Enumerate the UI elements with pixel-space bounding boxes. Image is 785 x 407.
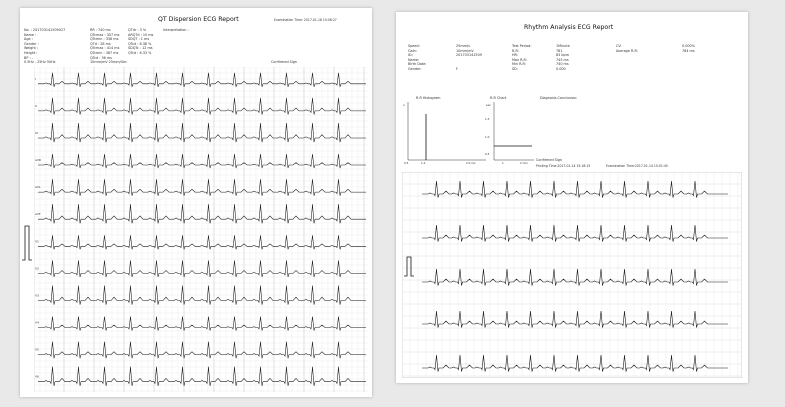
rr-chart-title: R-R Chart [490,96,507,100]
qt-interval-line: QTcd : 36 ms [90,55,112,60]
rr-histogram-x-tick: 0.5 [404,161,409,165]
lead-label: aVL [35,185,41,190]
rhythm-field-label: Speed: [408,44,420,48]
rhythm-field-value: F [456,66,458,71]
rhythm-calibration-pulse [404,254,414,280]
qt-patient-line: BP : - [24,55,33,60]
rr-chart-y-tick: 0.5 [485,152,490,156]
rr-histogram-chart [402,100,488,166]
rhythm-exam-time: Examination Time:2017-01-14 15:01:45 [606,164,668,168]
rhythm-col2-values [556,44,570,72]
qt-ecg-12-lead-strips [34,67,368,392]
rhythm-report-title: Rhythm Analysis ECG Report [524,24,614,31]
lead-label: V5 [35,347,39,352]
lead-label: V1 [35,239,39,244]
qt-calibration-pulse [22,216,32,266]
qt-patient-line: Height : [24,50,38,55]
qt-dispersion-line: ARQTd : 10 ms [128,32,154,37]
rhythm-col3-values [682,44,695,53]
rhythm-printing-time: Printing Time:2017-01-14 15:18:15 [536,164,591,168]
qt-interval-info [90,28,127,65]
rhythm-field-value: 201703141509 [456,53,482,58]
rr-chart-y-label: sec [486,103,492,107]
rhythm-ecg-strips [402,172,742,378]
rr-chart-x-tick: 1 [502,161,504,165]
lead-label: I [35,76,36,81]
rr-histogram-y-label: n [403,103,405,107]
qt-interval-line: QTd : 28 ms [90,41,111,46]
rhythm-field-label: Test Period: [512,44,532,48]
qt-interval-line: QTcmin : 387 ms [90,50,119,55]
rhythm-analysis-report[interactable] [396,12,748,383]
rhythm-field-value: 0.000% [682,44,695,48]
rr-chart-y-tick: 1.0 [485,135,490,139]
qt-patient-line: Age : [24,37,33,42]
lead-label: III [35,130,38,135]
qt-dispersion-line: SDQTc : 12 ms [128,46,153,51]
qt-report-title: QT Dispersion ECG Report [158,16,239,23]
qt-filter-setting: 0.5Hz - 25Hz 50Hz [24,60,56,65]
rhythm-field-value: 25mm/s [456,44,470,48]
lead-label: V4 [35,320,39,325]
rhythm-grid-frame [402,172,742,378]
qt-gain-speed: 10mm/mV 25mm/Sec [90,60,127,65]
qt-interpretation-label: Interpretation : [163,28,189,32]
qt-patient-info [24,28,65,65]
rhythm-field-value: 784 ms [682,48,695,53]
qt-dispersion-line: SDQT : 1 ms [128,37,150,42]
rhythm-field-label: Gender: [408,66,422,71]
rhythm-field-label: R-R: [512,48,519,53]
qt-dispersion-line: QTcd : 6.33 % [128,50,152,55]
rhythm-confirm-sign-label: Confirmed Sign [536,158,563,162]
qt-dispersion-info [128,28,153,56]
lead-label: V2 [35,266,39,271]
rhythm-field-value: 740 ms [556,62,569,67]
lead-label: II [35,103,37,108]
rr-histogram-x-tick: 2.0 ms [466,161,476,165]
qt-patient-line: Gender : [24,41,39,46]
rhythm-col1-values [456,44,482,72]
qt-exam-time: Examination Time: 2017-01-18 15:06:27 [274,18,337,22]
qt-dispersion-line: QTcd : 8.38 % [128,41,152,46]
qt-dispersion-line: QTdr : 3 % [128,28,147,32]
rhythm-field-label: Gain: [408,48,417,53]
rhythm-field-value: 1Minute [556,44,570,48]
rhythm-col1-labels [408,44,426,72]
rhythm-field-value: 10mm/mV [456,48,474,53]
rhythm-field-label: Name: [408,57,420,62]
rhythm-col2-labels [512,44,531,72]
rhythm-field-label: Max R-R: [512,57,527,62]
qt-interval-line: QTcmax : 357 ms [90,32,120,37]
rhythm-field-value: 0.000 [556,66,566,71]
qt-patient-line: Weight : [24,46,39,51]
qt-interval-line: RR : 740 ms [90,28,111,32]
rr-trend-chart [484,100,536,166]
rhythm-field-label: Birth Date: [408,62,427,67]
lead-label: aVR [35,158,41,163]
qt-dispersion-report[interactable] [20,8,372,397]
rhythm-field-label: ID: [408,53,413,58]
lead-label: V3 [35,293,39,298]
qt-patient-line: No. : 201703141509027 [24,28,66,32]
rhythm-field-value: 745 ms [556,57,569,62]
rhythm-field-label: CV: [616,44,622,48]
qt-confirm-sign-label: Confirmed Sign [271,60,298,64]
rr-chart-y-tick: 1.5 [485,117,490,121]
rhythm-field-value: 781 [556,48,563,53]
lead-label: V6 [35,374,39,379]
rr-chart-x-tick: 2 min [520,161,528,165]
rhythm-field-label: SD: [512,66,518,71]
qt-interval-line: QTcmin : 336 ms [90,37,119,42]
rhythm-field-label: Average R-R: [616,48,638,53]
rhythm-field-label: HR: [512,53,518,58]
qt-patient-line: Name : [24,32,37,37]
lead-label: aVF [35,212,41,217]
qt-interval-line: QTcmax : 414 ms [90,46,120,51]
rhythm-field-value: 83 bpm [556,53,569,58]
rr-histogram-title: R-R Histogram [416,96,441,100]
rr-histogram-x-tick: 1.2 [421,161,426,165]
diagnosis-conclusion-label: Diagnosis Conclusion: [540,96,578,100]
rhythm-field-label: Min R-R: [512,62,526,67]
rhythm-col3-labels [616,44,638,53]
